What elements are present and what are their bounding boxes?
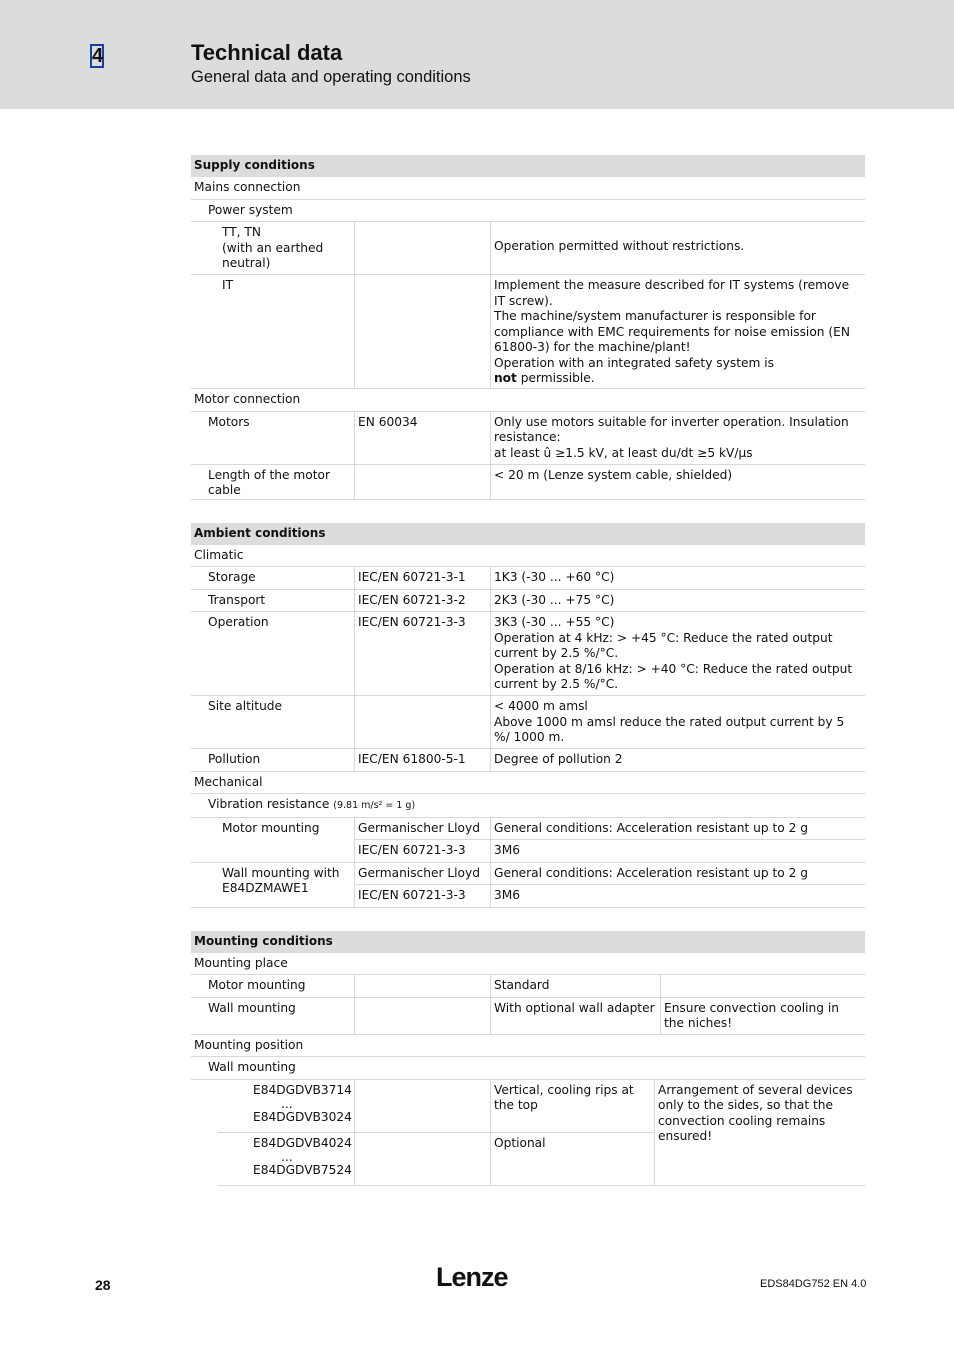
range-2: E84DGDVB4024 ... E84DGDVB7524 xyxy=(218,1133,355,1185)
std-gl-2: Germanischer Lloyd xyxy=(355,863,491,885)
std-pollution: IEC/EN 61800-5-1 xyxy=(355,749,491,771)
label-it: IT xyxy=(208,275,355,388)
label-cable-length: Length of the motor cable xyxy=(191,465,355,499)
chapter-number[interactable]: 4 xyxy=(92,45,104,67)
section-heading-mounting: Mounting conditions xyxy=(191,931,865,953)
label-operation: Operation xyxy=(191,612,355,695)
value-pollution: Degree of pollution 2 xyxy=(494,752,623,766)
value-motors: Only use motors suitable for inverter operation. Insulation resistance: at least û ≥1.5 kV, at least du/dt ≥5 kV/µs xyxy=(494,414,849,460)
label-storage: Storage xyxy=(191,567,355,589)
value-wall-mounting: With optional wall adapter xyxy=(491,998,661,1034)
section-heading-ambient: Ambient conditions xyxy=(191,523,865,545)
value-range-2: Optional xyxy=(491,1133,655,1185)
std-operation: IEC/EN 60721-3-3 xyxy=(355,612,491,695)
range-1: E84DGDVB3714 ... E84DGDVB3024 xyxy=(218,1080,355,1132)
label-pollution: Pollution xyxy=(191,749,355,771)
lenze-logo: Lenze xyxy=(436,1262,508,1292)
value-motor-mounting: Standard xyxy=(491,975,661,997)
label-motor-mounting-vib: Motor mounting xyxy=(191,818,355,862)
group-power-system: Power system xyxy=(208,202,293,217)
it-desc-3: Operation with an integrated safety system is not permissible. xyxy=(494,355,774,385)
it-desc-1: Implement the measure described for IT systems (remove IT screw). xyxy=(494,278,850,308)
label-wall-mounting: Wall mounting xyxy=(191,998,355,1034)
group-climatic: Climatic xyxy=(194,547,244,562)
value-storage: 1K3 (-30 ... +60 °C) xyxy=(494,570,615,584)
group-mains: Mains connection xyxy=(194,180,301,194)
group-mounting-position: Mounting position xyxy=(194,1037,304,1052)
value-range-1: Vertical, cooling rips at the top xyxy=(491,1080,655,1132)
value-it xyxy=(491,275,865,388)
label-tt-tn: TT, TN (with an earthed neutral) xyxy=(208,222,355,274)
value-gl-1: General conditions: Acceleration resistant up to 2 g xyxy=(494,820,808,835)
value-cable-length: < 20 m (Lenze system cable, shielded) xyxy=(494,467,733,482)
std-iec-2: IEC/EN 60721-3-3 xyxy=(355,885,491,907)
section-heading-supply: Supply conditions xyxy=(191,155,865,177)
document-id: EDS84DG752 EN 4.0 xyxy=(760,1278,867,1290)
group-motor-connection: Motor connection xyxy=(194,392,301,406)
page-subtitle: General data and operating conditions xyxy=(191,68,471,86)
group-pos-wall-mounting: Wall mounting xyxy=(208,1060,296,1074)
group-mounting-place: Mounting place xyxy=(194,955,288,970)
value-operation: 3K3 (-30 ... +55 °C) Operation at 4 kHz: > +45 °C: Reduce the rated output current by 2.5 %/°C. Operation at 8/16 kHz: > +40 °C: Reduce the rated output current by 2.5 %/°C. xyxy=(494,615,853,691)
value-tt-tn: Operation permitted without restrictions. xyxy=(494,239,745,253)
label-altitude: Site altitude xyxy=(191,696,355,748)
std-motors: EN 60034 xyxy=(355,412,491,464)
std-transport: IEC/EN 60721-3-2 xyxy=(355,590,491,612)
note-wall-mounting: Ensure convection cooling in the niches! xyxy=(664,1000,839,1030)
value-transport: 2K3 (-30 ... +75 °C) xyxy=(494,592,615,607)
std-iec-1: IEC/EN 60721-3-3 xyxy=(355,840,491,862)
value-iec-1: 3M6 xyxy=(494,843,521,857)
std-storage: IEC/EN 60721-3-1 xyxy=(355,567,491,589)
page-number: 28 xyxy=(95,1277,111,1293)
value-altitude: < 4000 m amsl Above 1000 m amsl reduce the rated output current by 5 %/ 1000 m. xyxy=(494,699,845,744)
page-header xyxy=(0,0,954,109)
it-desc-2: The machine/system manufacturer is responsible for compliance with EMC requirements for noise emission (EN 61800-3) for the machine/plant! xyxy=(494,309,850,354)
technical-data-table xyxy=(191,155,865,1186)
value-iec-2: 3M6 xyxy=(494,888,521,902)
value-gl-2: General conditions: Acceleration resistant up to 2 g xyxy=(494,865,808,880)
label-transport: Transport xyxy=(191,590,355,612)
label-motor-mounting: Motor mounting xyxy=(191,975,355,997)
label-motors: Motors xyxy=(191,412,355,464)
std-gl-1: Germanischer Lloyd xyxy=(355,818,491,840)
group-mechanical: Mechanical xyxy=(194,774,263,789)
group-vibration: Vibration resistance (9.81 m/s² = 1 g) xyxy=(208,797,416,811)
label-wall-mounting-vib: Wall mounting with E84DZMAWE1 xyxy=(191,863,355,907)
page-title: Technical data xyxy=(191,40,343,65)
note-mounting-position: Arrangement of several devices only to the sides, so that the convection cooling remains ensured! xyxy=(658,1082,853,1143)
